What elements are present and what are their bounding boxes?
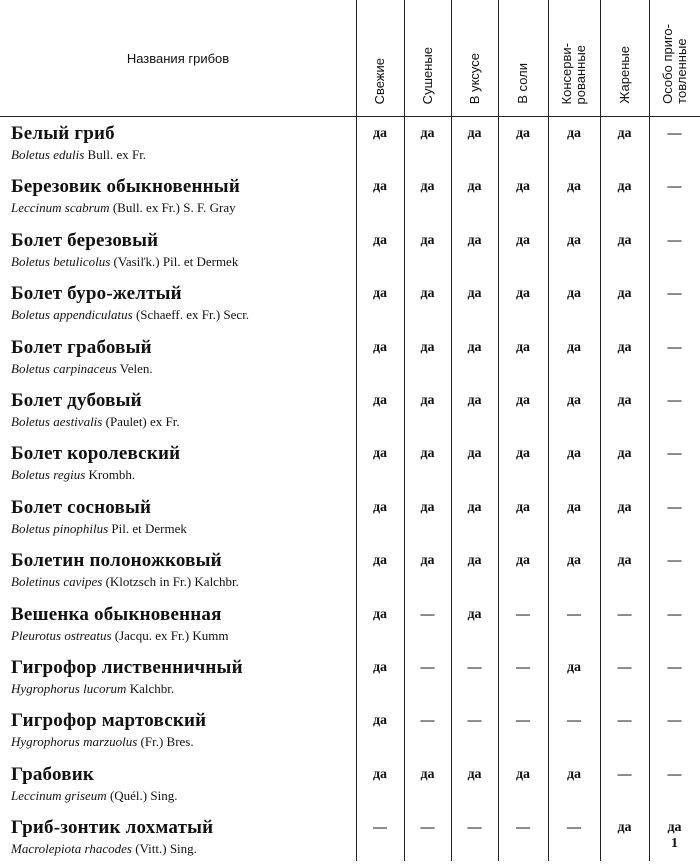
preparation-cell: да <box>515 766 531 782</box>
preparation-cell: — <box>667 553 682 569</box>
latin-genus-species: Pleurotus ostreatus <box>11 627 112 643</box>
table-row <box>0 279 700 332</box>
latin-author: (Vitt.) Sing. <box>131 841 197 857</box>
preparation-cell: да <box>467 499 482 515</box>
table-row <box>0 600 700 653</box>
preparation-cell: — <box>516 660 530 675</box>
preparation-cell: да <box>467 339 482 355</box>
column-header <box>649 0 700 116</box>
column-header <box>451 0 498 116</box>
mushroom-name: Гриб-зонтик лохматый <box>11 817 214 839</box>
preparation-cell: да <box>515 232 531 248</box>
preparation-cell: да <box>467 232 482 248</box>
mushroom-name: Болет дубовый <box>11 390 142 411</box>
preparation-cell: да <box>467 126 482 141</box>
preparation-cell: да <box>515 393 531 408</box>
preparation-cell: да <box>467 766 482 782</box>
preparation-cell: да <box>566 179 582 195</box>
mushroom-name: Болетин полоножковый <box>11 550 222 572</box>
mushroom-name: Гигрофор мартовский <box>11 710 207 732</box>
mushroom-name: Белый гриб <box>11 123 115 144</box>
preparation-cell: — <box>667 660 682 675</box>
preparation-cell: — <box>667 499 682 515</box>
preparation-cell: да <box>372 606 388 622</box>
preparation-cell: — <box>420 713 435 729</box>
preparation-cell: да <box>515 179 531 195</box>
preparation-cell: — <box>617 660 632 675</box>
preparation-cell: да <box>515 286 531 302</box>
mushroom-name: Болет грабовый <box>11 336 152 358</box>
latin-genus-species: Boletus appendiculatus <box>11 307 133 323</box>
preparation-cell: да <box>372 339 388 355</box>
table-row <box>0 386 700 439</box>
latin-author: Krombh. <box>85 467 136 483</box>
preparation-cell: — <box>467 820 482 836</box>
column-header-label: Жареные <box>616 46 632 104</box>
latin-author: (Jacqu. ex Fr.) Kumm <box>111 627 229 643</box>
preparation-cell: да <box>617 286 632 302</box>
preparation-cell: — <box>667 393 682 408</box>
preparation-cell: да <box>566 553 582 569</box>
mushroom-name: Грабовик <box>11 763 94 785</box>
preparation-cell: да <box>372 286 388 302</box>
preparation-cell: — <box>667 126 682 141</box>
mushroom-name: Вешенка обыкновенная <box>11 603 222 625</box>
latin-name <box>11 734 194 750</box>
preparation-cell: да <box>617 820 632 836</box>
preparation-cell: да <box>372 179 388 195</box>
preparation-cell: да <box>372 553 388 569</box>
latin-name <box>11 841 197 857</box>
column-header <box>356 0 404 116</box>
header-divider <box>0 116 700 117</box>
preparation-cell: да <box>566 286 582 302</box>
preparation-cell: да <box>566 660 582 675</box>
preparation-cell: да <box>617 179 632 195</box>
preparation-cell: — <box>420 606 435 622</box>
latin-genus-species: Boletinus cavipes <box>11 574 103 590</box>
preparation-cell: — <box>467 660 482 675</box>
preparation-cell: да <box>420 553 435 569</box>
table-row <box>0 172 700 225</box>
preparation-cell: — <box>617 713 632 729</box>
table-row <box>0 439 700 492</box>
preparation-cell: — <box>617 606 632 622</box>
preparation-cell: да <box>420 393 435 408</box>
preparation-cell: — <box>373 820 387 836</box>
column-header-label: Сушеные <box>419 46 435 104</box>
preparation-cell: да <box>617 232 632 248</box>
latin-author: (Fr.) Bres. <box>137 734 194 750</box>
preparation-cell: — <box>667 766 682 782</box>
latin-genus-species: Macrolepiota rhacodes <box>11 841 132 857</box>
preparation-cell: да <box>617 339 632 355</box>
preparation-cell: да <box>372 499 388 515</box>
preparation-cell: — <box>667 446 682 462</box>
preparation-cell: да <box>515 499 531 515</box>
preparation-cell: — <box>467 713 482 729</box>
latin-author: (Vasiľk.) Pil. et Dermek <box>110 253 239 269</box>
preparation-cell: — <box>667 606 682 622</box>
column-header <box>548 0 600 116</box>
latin-author: (Schaeff. ex Fr.) Secr. <box>132 307 250 323</box>
column-header-label: Консерви- рованные <box>559 42 588 104</box>
preparation-cell: — <box>667 232 682 248</box>
latin-name <box>11 307 249 323</box>
latin-genus-species: Leccinum scabrum <box>11 200 110 216</box>
preparation-cell: да <box>372 393 388 408</box>
preparation-cell: — <box>667 339 682 355</box>
table-row <box>0 333 700 386</box>
preparation-cell: да <box>566 232 582 248</box>
latin-name <box>11 254 238 270</box>
column-header <box>404 0 451 116</box>
preparation-cell: да <box>420 766 435 782</box>
preparation-cell: — <box>567 713 581 729</box>
table-row <box>0 546 700 599</box>
preparation-cell: — <box>567 606 581 622</box>
latin-author: (Klotzsch in Fr.) Kalchbr. <box>102 574 239 590</box>
preparation-cell: да <box>515 553 531 569</box>
latin-name <box>11 200 236 216</box>
latin-author: Velen. <box>116 360 153 376</box>
preparation-cell: да <box>617 393 632 408</box>
mushroom-name: Гигрофор лиственничный <box>11 657 243 678</box>
latin-author: Pil. et Dermek <box>108 520 187 536</box>
latin-name <box>11 521 187 537</box>
latin-genus-species: Boletus edulis <box>11 147 85 162</box>
preparation-cell: да <box>467 553 482 569</box>
preparation-cell: — <box>667 713 682 729</box>
latin-name <box>11 628 229 644</box>
latin-name <box>11 788 177 804</box>
preparation-cell: да <box>372 660 388 675</box>
table-row <box>0 226 700 279</box>
mushroom-name: Болет сосновый <box>11 496 152 518</box>
column-header-label: В уксусе <box>466 52 482 104</box>
preparation-cell: да <box>467 393 482 408</box>
preparation-cell: да <box>372 232 388 248</box>
preparation-cell: да <box>467 286 482 302</box>
latin-author: Kalchbr. <box>126 681 175 696</box>
latin-name <box>11 147 146 163</box>
latin-name <box>11 361 153 377</box>
preparation-cell: — <box>617 766 632 782</box>
preparation-cell: да <box>515 446 531 462</box>
preparation-cell: да <box>467 606 482 622</box>
preparation-cell: да <box>420 179 435 195</box>
preparation-cell: да <box>566 499 582 515</box>
latin-name <box>11 414 180 430</box>
table-row <box>0 119 700 172</box>
mushroom-name: Болет буро-желтый <box>11 283 182 305</box>
latin-name <box>11 681 174 697</box>
preparation-cell: да <box>467 446 482 462</box>
preparation-cell: да <box>372 713 388 729</box>
latin-author: (Quél.) Sing. <box>106 787 178 803</box>
latin-author: (Bull. ex Fr.) S. F. Gray <box>109 200 236 216</box>
preparation-cell: да <box>617 126 632 141</box>
preparation-cell: да <box>566 766 582 782</box>
preparation-cell: да <box>372 126 388 141</box>
latin-genus-species: Hygrophorus lucorum <box>11 681 127 696</box>
preparation-cell: да <box>617 499 632 515</box>
preparation-cell: да <box>420 339 435 355</box>
latin-genus-species: Boletus carpinaceus <box>11 360 117 376</box>
latin-name <box>11 574 239 590</box>
preparation-cell: — <box>420 820 435 836</box>
column-header-label: В соли <box>515 63 530 104</box>
preparation-cell: да <box>420 232 435 248</box>
preparation-cell: да <box>566 126 582 141</box>
preparation-cell: — <box>667 179 682 195</box>
latin-genus-species: Hygrophorus marzuolus <box>11 734 138 750</box>
preparation-cell: да 1 <box>667 820 682 852</box>
preparation-cell: да <box>372 446 388 462</box>
mushroom-name: Болет березовый <box>11 229 159 251</box>
preparation-cell: да <box>515 126 531 141</box>
latin-author: (Paulet) ex Fr. <box>102 414 180 429</box>
mushroom-name: Болет королевский <box>11 443 181 465</box>
preparation-cell: да <box>420 286 435 302</box>
table-row <box>0 760 700 813</box>
column-header <box>498 0 548 116</box>
preparation-cell: — <box>516 606 530 622</box>
preparation-cell: да <box>372 766 388 782</box>
preparation-cell: — <box>516 820 530 836</box>
latin-genus-species: Boletus betulicolus <box>11 253 111 269</box>
preparation-cell: — <box>567 820 581 836</box>
latin-genus-species: Boletus regius <box>11 467 86 483</box>
latin-genus-species: Leccinum griseum <box>11 787 107 803</box>
latin-author: Bull. ex Fr. <box>84 147 147 162</box>
preparation-cell: — <box>420 660 435 675</box>
mushroom-name: Березовик обыкновенный <box>11 176 240 198</box>
preparation-cell: да <box>566 339 582 355</box>
preparation-cell: — <box>667 286 682 302</box>
table-row <box>0 813 700 866</box>
preparation-cell: да <box>420 126 435 141</box>
preparation-cell: — <box>516 713 530 729</box>
preparation-cell: да <box>566 393 582 408</box>
column-header-label: Свежие <box>372 57 387 104</box>
column-header-label: Особо приго- товленные <box>659 24 689 104</box>
latin-name <box>11 467 135 483</box>
table-row <box>0 493 700 546</box>
latin-genus-species: Boletus pinophilus <box>11 520 109 536</box>
preparation-cell: да <box>617 553 632 569</box>
table-row <box>0 653 700 706</box>
column-header <box>600 0 649 116</box>
latin-genus-species: Boletus aestivalis <box>11 414 103 429</box>
preparation-cell: да <box>515 339 531 355</box>
preparation-cell: да <box>566 446 582 462</box>
name-column-header: Названия грибов <box>126 50 230 66</box>
table-row <box>0 706 700 759</box>
preparation-cell: да <box>420 446 435 462</box>
preparation-cell: да <box>617 446 632 462</box>
preparation-cell: да <box>467 179 482 195</box>
preparation-cell: да <box>420 499 435 515</box>
